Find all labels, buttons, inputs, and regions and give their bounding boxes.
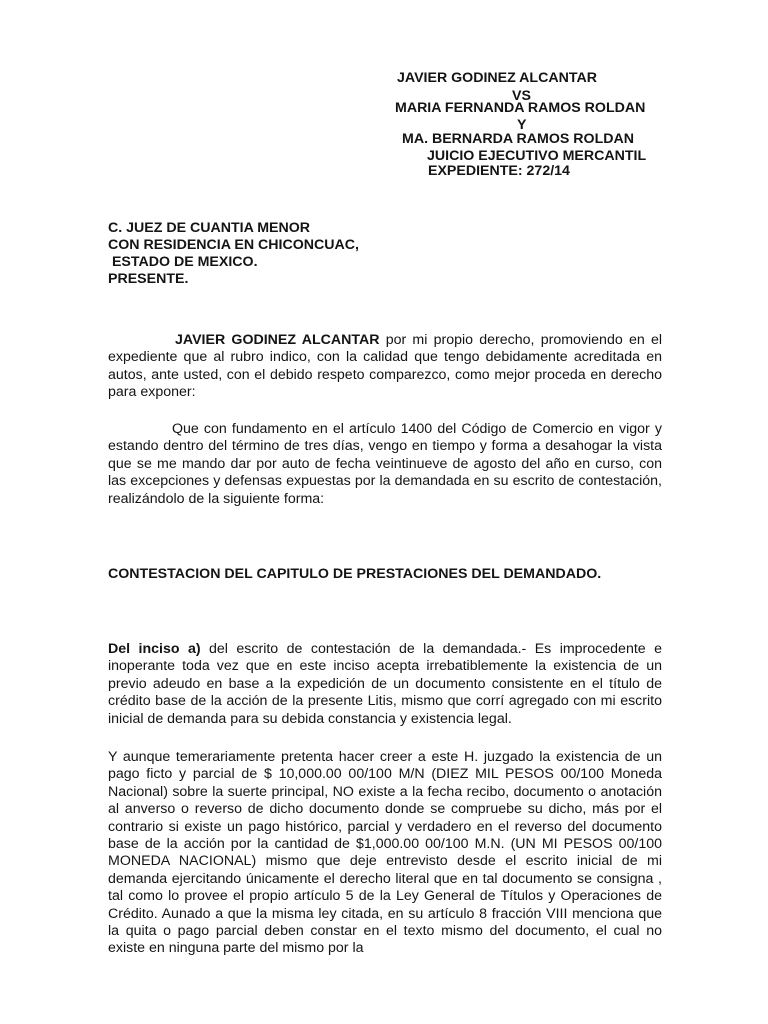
addressee-block xyxy=(108,220,359,288)
header-and: Y xyxy=(517,117,527,133)
addressee-line-3: ESTADO DE MEXICO. xyxy=(108,254,258,270)
header-trial-type: JUICIO EJECUTIVO MERCANTIL xyxy=(427,148,647,164)
header-defendant-2: MA. BERNARDA RAMOS ROLDAN xyxy=(402,131,634,147)
paragraph-foundation: Que con fundamento en el artículo 1400 del Código de Comercio en vigor y estando dentro del término de tres días, vengo en tiempo y forma a desahogar la vista que se me mando dar por auto de fecha veintinueve de agosto del año en curso, con las excepciones y defensas expuestas por la demandada en su escrito de contestación, realizándolo de la siguiente forma: xyxy=(108,421,662,507)
inciso-text: del escrito de contestación de la demandada.- Es improcedente e inoperante toda vez que en este inciso acepta irrebatiblemente la existencia de un previo adeudo en base a la expedición de un documento consistente en el título de crédito base de la acción de la presente Litis, mismo que corrí agregado con mi escrito inicial de demanda para su debida constancia y existencia legal. xyxy=(108,641,662,727)
addressee-line-2: CON RESIDENCIA EN CHICONCUAC, xyxy=(108,237,359,253)
section-title: CONTESTACION DEL CAPITULO DE PRESTACIONES DEL DEMANDADO. xyxy=(108,566,602,582)
inciso-label: Del inciso a) xyxy=(108,641,201,657)
paragraph-pago-ficto: Y aunque temerariamente pretenta hacer creer a este H. juzgado la existencia de un pago ficto y parcial de $ 10,000.00 00/100 M/N (DIEZ MIL PESOS 00/100 Moneda Nacional) sobre la suerte principal, NO existe a la fecha recibo, documento o anotación al anverso o reverso de dicho documento donde se compruebe su dicho, más por el contrario si existe un pago histórico, parcial y verdadero en el reverso del documento base de la acción por la cantidad de $1,000.00 00/100 M.N. (UN MI PESOS 00/100 MONEDA NACIONAL) mismo que deje entrevisto desde el escrito inicial de mi demanda ejercitando únicamente el derecho literal que en tal documento se consigna , tal como lo provee el propio artículo 5 de la Ley General de Títulos y Operaciones de Crédito. Aunado a que la misma ley citada, en su artículo 8 fracción VIII menciona que la quita o pago parcial deben constar en el texto mismo del documento, el cual no existe en ninguna parte del mismo por la xyxy=(108,749,662,957)
addressee-line-4: PRESENTE. xyxy=(108,271,189,287)
intro-paragraph xyxy=(108,332,662,402)
header-actor: JAVIER GODINEZ ALCANTAR xyxy=(397,70,597,86)
intro-text: por mi propio derecho, promoviendo en el expediente que al rubro indico, con la calidad que tengo debidamente acreditada en autos, ante usted, con el debido respeto comparezco, como mejor proceda en derecho para exponer: xyxy=(108,332,662,401)
header-vs: VS xyxy=(512,88,531,104)
paragraph-inciso-a xyxy=(108,641,662,728)
header-case-number: EXPEDIENTE: 272/14 xyxy=(428,163,570,179)
header-defendant-1: MARIA FERNANDA RAMOS ROLDAN xyxy=(395,100,646,116)
intro-name: JAVIER GODINEZ ALCANTAR xyxy=(175,332,380,348)
addressee-line-1: C. JUEZ DE CUANTIA MENOR xyxy=(108,220,311,236)
